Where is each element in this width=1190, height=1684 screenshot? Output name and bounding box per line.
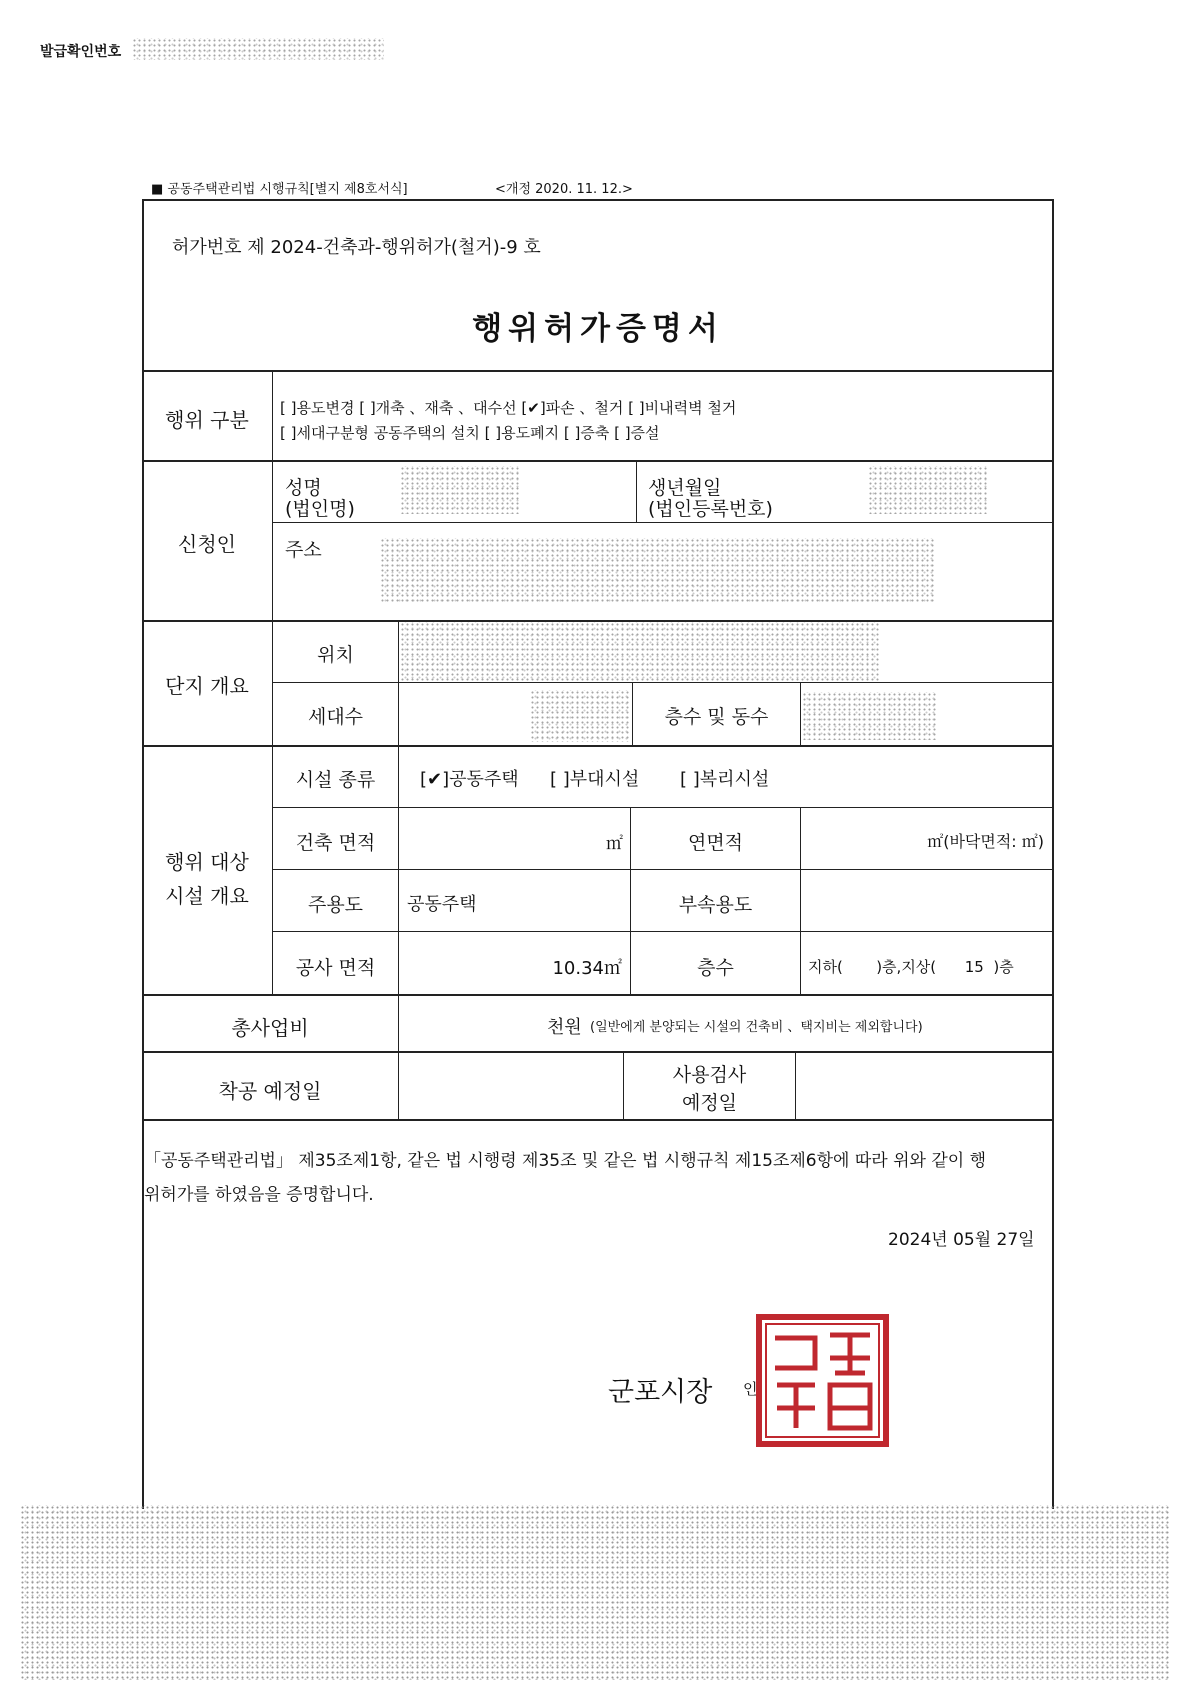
applicant-address-label: 주소 — [285, 539, 322, 561]
total-area-label: 연면적 — [687, 832, 744, 854]
facility-label-2: 시설 개요 — [165, 884, 249, 908]
issue-number-label: 발급확인번호 — [40, 44, 122, 60]
applicant-address-redacted — [380, 538, 935, 603]
total-area-value: ㎡(바닥면적: ㎡) — [927, 832, 1044, 851]
seal-mark: 인 — [743, 1380, 758, 1398]
main-use-label: 주용도 — [307, 894, 364, 916]
act-type-line-2: [ ]세대구분형 공동주택의 설치 [ ]용도폐지 [ ]증축 [ ]증설 — [280, 424, 660, 442]
issuer-name: 군포시장 — [608, 1377, 713, 1408]
issue-number-redacted — [132, 38, 384, 60]
start-date-label: 착공 예정일 — [218, 1079, 322, 1103]
complex-households-label: 세대수 — [307, 706, 364, 728]
facility-type-option-ancillary: [ ]부대시설 — [550, 769, 640, 790]
facility-label-1: 행위 대상 — [165, 850, 249, 874]
complex-floors-label: 층수 및 동수 — [664, 706, 769, 728]
floors-label: 층수 — [697, 957, 734, 979]
inspection-date-label-2: 예정일 — [681, 1092, 738, 1114]
applicant-label: 신청인 — [178, 532, 236, 556]
applicant-birth-label-1: 생년월일 — [648, 477, 722, 499]
applicant-name-label-1: 성명 — [285, 477, 322, 499]
work-area-label: 공사 면적 — [295, 957, 376, 979]
issue-date: 2024년 05월 27일 — [888, 1230, 1035, 1250]
applicant-name-redacted — [400, 466, 520, 514]
statement-line-1: 「공동주택관리법」 제35조제1항, 같은 법 시행령 제35조 및 같은 법 시행규칙 제15조제6항에 따라 위와 같이 행 — [144, 1151, 987, 1171]
permit-number: 허가번호 제 2024-건축과-행위허가(철거)-9 호 — [172, 237, 541, 258]
applicant-birth-label-2: (법인등록번호) — [648, 498, 773, 520]
applicant-birth-redacted — [868, 466, 988, 514]
footer-redacted — [20, 1505, 1170, 1680]
complex-households-redacted — [530, 690, 630, 742]
inspection-date-label-1: 사용검사 — [672, 1064, 747, 1086]
total-cost-label: 총사업비 — [231, 1016, 309, 1040]
total-cost-unit: 천원 — [547, 1017, 582, 1038]
act-type-line-1: [ ]용도변경 [ ]개축 、재축 、대수선 [✔]파손 、철거 [ ]비내력벽 철거 — [280, 399, 737, 417]
complex-location-label: 위치 — [317, 644, 354, 666]
main-use-value: 공동주택 — [407, 894, 477, 915]
facility-type-label: 시설 종류 — [295, 769, 376, 791]
floors-value: 지하( )층,지상( 15 )층 — [808, 958, 1014, 976]
revision-date: <개정 2020. 11. 12.> — [495, 182, 633, 197]
complex-floors-redacted — [802, 692, 937, 740]
building-area-label: 건축 면적 — [295, 832, 376, 854]
complex-location-redacted — [400, 622, 880, 682]
facility-type-option-apartment: [✔]공동주택 — [420, 769, 519, 790]
sub-use-label: 부속용도 — [678, 894, 753, 916]
act-type-label: 행위 구분 — [165, 408, 249, 432]
form-reference: ■ 공동주택관리법 시행규칙[별지 제8호서식] — [151, 182, 408, 197]
work-area-value: 10.34㎡ — [552, 958, 622, 979]
building-area-unit: ㎡ — [606, 834, 623, 854]
page-title: 행위허가증명서 — [472, 311, 724, 347]
facility-type-option-welfare: [ ]복리시설 — [680, 769, 770, 790]
complex-label: 단지 개요 — [165, 674, 249, 698]
statement-line-2: 위허가를 하였음을 증명합니다. — [144, 1185, 374, 1205]
total-cost-note: (일반에게 분양되는 시설의 건축비 、택지비는 제외합니다) — [590, 1020, 923, 1035]
official-seal — [755, 1313, 890, 1448]
applicant-name-label-2: (법인명) — [285, 498, 355, 520]
